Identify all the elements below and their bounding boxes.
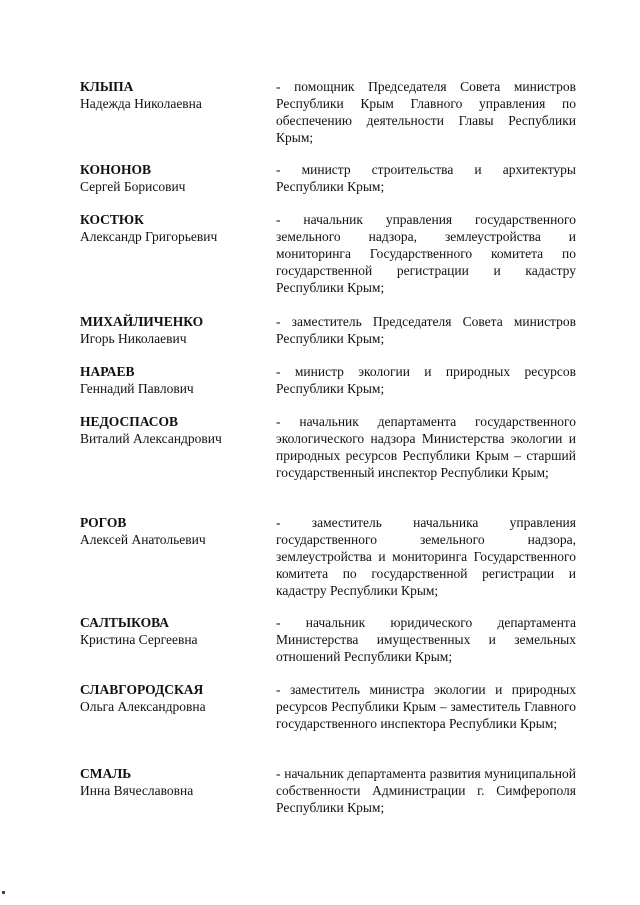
member-role: - заместитель начальника управления государственного земельного надзора, землеустройства и мониторинга Государственного комитета по государственной регистрации и кадастру Республики Крым; xyxy=(276,515,576,598)
member-surname: НАРАЕВ xyxy=(80,364,135,379)
member-name xyxy=(80,78,270,112)
member-role: - министр строительства и архитектуры Республики Крым; xyxy=(276,162,576,194)
member-name xyxy=(80,765,270,799)
member-role: - заместитель министра экологии и природных ресурсов Республики Крым – заместитель Главного государственного инспектора Республики Крым; xyxy=(276,682,576,731)
member-surname: КОНОНОВ xyxy=(80,162,151,177)
member-name xyxy=(80,514,270,548)
member-role: - помощник Председателя Совета министров Республики Крым Главного управления по обеспечению деятельности Главы Республики Крым; xyxy=(276,79,576,145)
member-given-name: Игорь Николаевич xyxy=(80,331,187,346)
member-name xyxy=(80,211,270,245)
member-name xyxy=(80,313,270,347)
member-name xyxy=(80,413,270,447)
member-surname: СЛАВГОРОДСКАЯ xyxy=(80,682,204,697)
member-given-name: Александр Григорьевич xyxy=(80,229,218,244)
member-surname: НЕДОСПАСОВ xyxy=(80,414,179,429)
member-name xyxy=(80,614,270,648)
member-given-name: Надежда Николаевна xyxy=(80,96,202,111)
member-surname: КОСТЮК xyxy=(80,212,144,227)
member-surname: САЛТЫКОВА xyxy=(80,615,170,630)
member-given-name: Алексей Анатольевич xyxy=(80,532,206,547)
member-role: - министр экологии и природных ресурсов Республики Крым; xyxy=(276,364,576,396)
member-role: - начальник департамента государственного экологического надзора Министерства экологии и природных ресурсов Республики Крым – старший государственный инспектор Республики Крым; xyxy=(276,414,576,480)
member-role: - начальник управления государственного земельного надзора, землеустройства и мониторинга Государственного комитета по государственной регистрации и кадастру Республики Крым; xyxy=(276,212,576,295)
member-role: - заместитель Председателя Совета министров Республики Крым; xyxy=(276,314,576,346)
member-surname: СМАЛЬ xyxy=(80,766,132,781)
member-given-name: Ольга Александровна xyxy=(80,699,206,714)
member-given-name: Кристина Сергеевна xyxy=(80,632,198,647)
scan-mark xyxy=(2,891,5,894)
member-given-name: Геннадий Павлович xyxy=(80,381,194,396)
member-name xyxy=(80,161,270,195)
member-name xyxy=(80,363,270,397)
member-name xyxy=(80,681,270,715)
member-given-name: Виталий Александрович xyxy=(80,431,222,446)
member-given-name: Инна Вячеславовна xyxy=(80,783,194,798)
member-surname: КЛЫПА xyxy=(80,79,134,94)
member-role: - начальник юридического департамента Министерства имущественных и земельных отношений Республики Крым; xyxy=(276,615,576,664)
member-surname: РОГОВ xyxy=(80,515,127,530)
member-role: - начальник департамента развития муниципальной собственности Администрации г. Симферополя Республики Крым; xyxy=(276,766,576,815)
member-surname: МИХАЙЛИЧЕНКО xyxy=(80,314,204,329)
member-given-name: Сергей Борисович xyxy=(80,179,186,194)
